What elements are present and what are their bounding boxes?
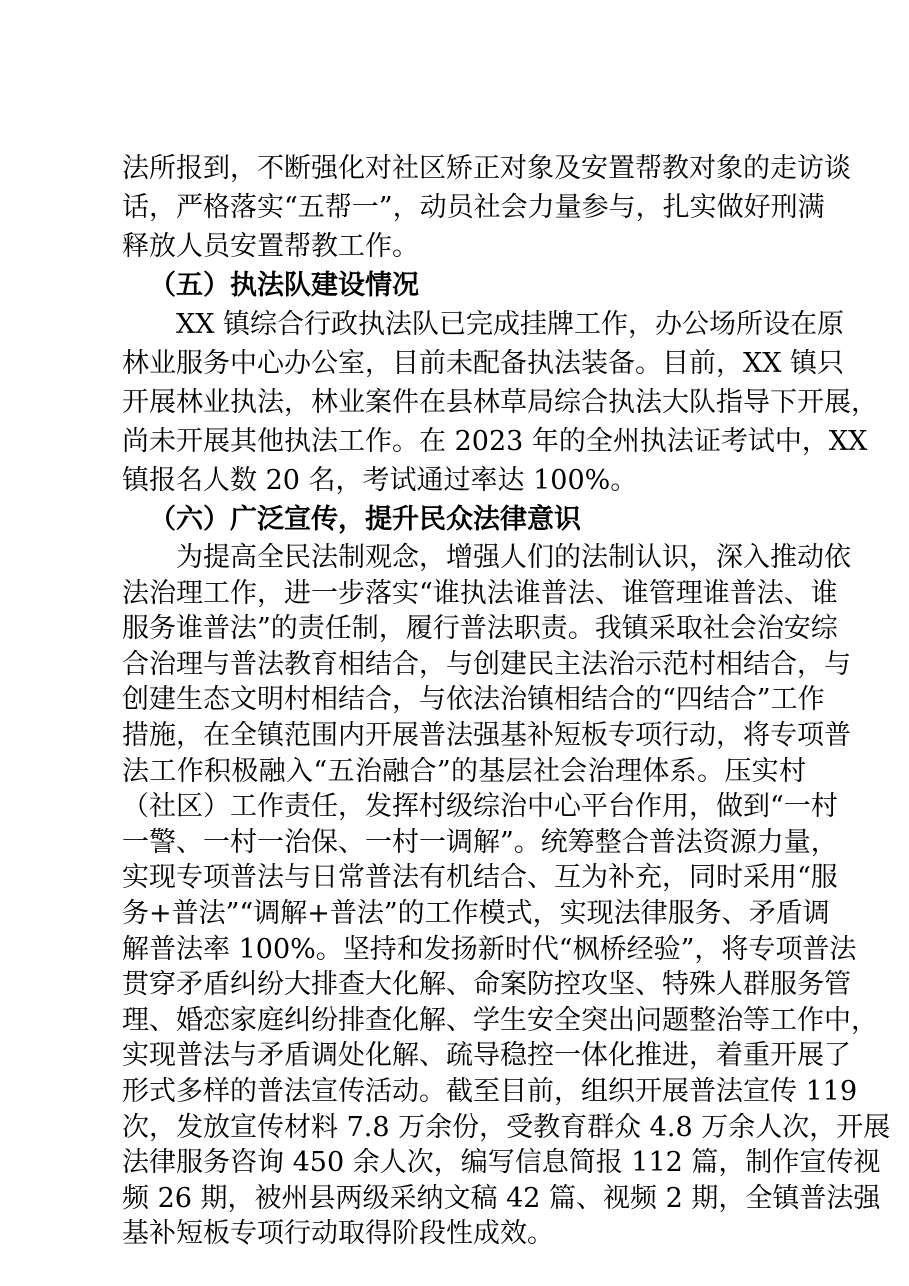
text-line: 法所报到，不断强化对社区矫正对象及安置帮教对象的走访谈 [122, 153, 851, 184]
text-line: 尚未开展其他执法工作。在 2023 年的全州执法证考试中，XX [122, 426, 868, 457]
text-line: 理、婚恋家庭纠纷排查化解、学生安全突出问题整治等工作中， [122, 1004, 878, 1036]
text-line: 创建生态文明村相结合，与依法治镇相结合的“四结合”工作 [122, 684, 825, 716]
text-line: 实现专项普法与日常普法有机结合、互为补充，同时采用“服 [122, 862, 838, 894]
text-line: 形式多样的普法宣传活动。截至目前，组织开展普法宣传 119 [122, 1076, 858, 1107]
text-line: 频 26 期，被州县两级采纳文稿 42 篇、视频 2 期，全镇普法强 [122, 1182, 881, 1214]
text-line: 法治理工作，进一步落实“谁执法谁普法、谁管理谁普法、谁 [122, 577, 838, 609]
text-line: 实现普法与矛盾调处化解、疏导稳控一体化推进，着重开展了 [122, 1040, 851, 1072]
text-line: 解普法率 100%。坚持和发扬新时代“枫桥经验”，将专项普法 [122, 933, 857, 965]
text-line: 开展林业执法，林业案件在县林草局综合执法大队指导下开展， [122, 387, 878, 418]
text-line: 林业服务中心办公室，目前未配备执法装备。目前，XX 镇只 [122, 348, 845, 379]
text-line: 基补短板专项行动取得阶段性成效。 [122, 1218, 554, 1250]
text-line: 法工作积极融入“五治融合”的基层社会治理体系。压实村 [122, 755, 806, 787]
text-line: 镇报名人数 20 名，考试通过率达 100%。 [122, 465, 638, 496]
text-line: 为提高全民法制观念，增强人们的法制认识，深入推动依 [176, 542, 851, 573]
text-line: 法律服务咨询 450 余人次，编写信息简报 112 篇，制作宣传视 [122, 1147, 881, 1179]
text-line: 次，发放宣传材料 7.8 万余份，受教育群众 4.8 万余人次，开展 [122, 1111, 891, 1143]
text-line: XX 镇综合行政执法队已完成挂牌工作，办公场所设在原 [176, 309, 845, 340]
text-line: 务+普法”“调解+普法”的工作模式，实现法律服务、矛盾调 [122, 898, 830, 929]
text-line: 合治理与普法教育相结合，与创建民主法治示范村相结合，与 [122, 648, 851, 680]
text-line: （社区）工作责任，发挥村级综治中心平台作用，做到“一村 [122, 791, 838, 823]
text-line: 措施，在全镇范围内开展普法强基补短板专项行动，将专项普 [122, 720, 851, 751]
text-line: 贯穿矛盾纠纷大排查大化解、命案防控攻坚、特殊人群服务管 [122, 969, 851, 1001]
text-line: 服务谁普法”的责任制，履行普法职责。我镇采取社会治安综 [122, 613, 838, 645]
section-heading: （六）广泛宣传，提升民众法律意识 [149, 504, 581, 535]
text-line: 话，严格落实“五帮一”，动员社会力量参与，扎实做好刑满 [122, 192, 825, 223]
text-line: 释放人员安置帮教工作。 [122, 231, 419, 262]
section-heading: （五）执法队建设情况 [149, 270, 419, 301]
text-line: 一警、一村一治保、一村一调解”。统筹整合普法资源力量， [122, 826, 838, 858]
